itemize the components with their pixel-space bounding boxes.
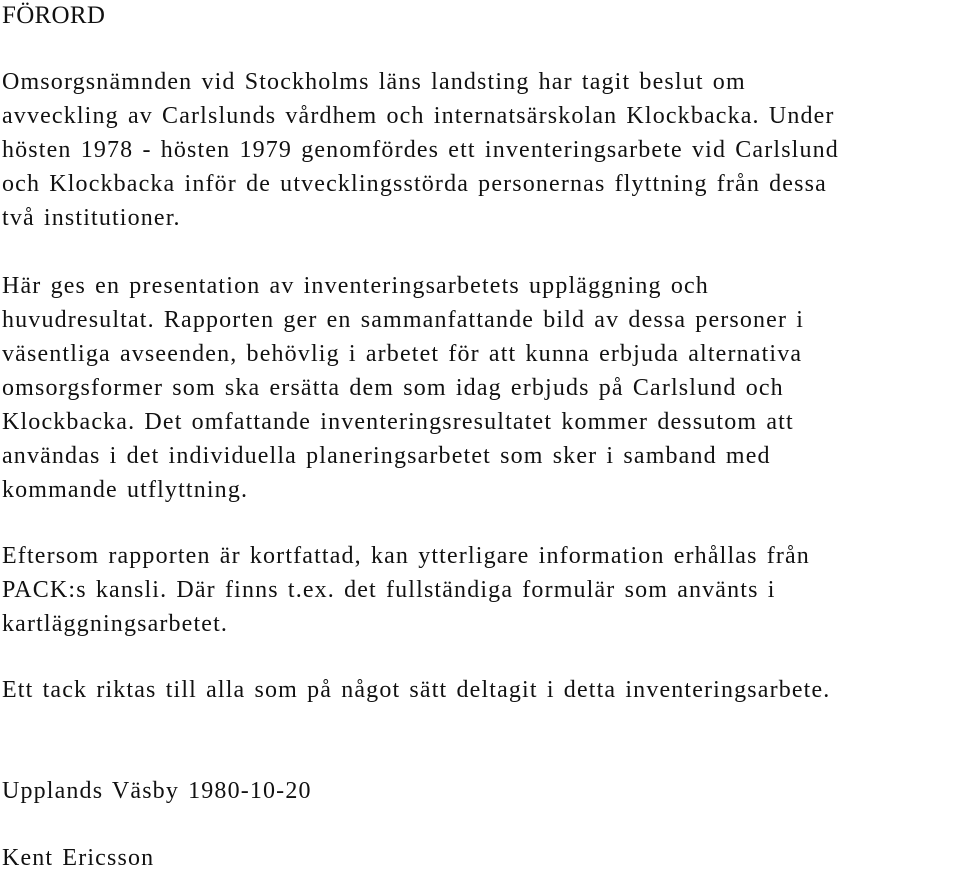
paragraph-line: kartläggningsarbetet. [2,611,229,637]
paragraph-line: Omsorgsnämnden vid Stockholms läns landsting har tagit beslut om [2,69,746,95]
paragraph-line: väsentliga avseenden, behövlig i arbetet för att kunna erbjuda alternativa [2,341,803,367]
paragraph-2 [2,269,957,507]
paragraph-line: huvudresultat. Rapporten ger en sammanfattande bild av dessa personer i [2,307,805,333]
paragraph-line: Eftersom rapporten är kortfattad, kan ytterligare information erhållas från [2,543,810,569]
paragraph-line: Ett tack riktas till alla som på något sätt deltagit i detta inventeringsarbete. [2,677,831,703]
paragraph-line: kommande utflyttning. [2,477,249,503]
place-and-date: Upplands Väsby 1980-10-20 [2,778,312,804]
paragraph-line: Här ges en presentation av inventeringsarbetets uppläggning och [2,273,709,299]
paragraph-line: två institutioner. [2,205,181,231]
paragraph-1 [2,65,957,235]
paragraph-4 [2,673,957,707]
signature-name: Kent Ericsson [2,845,155,871]
paragraph-line: PACK:s kansli. Där finns t.ex. det fullständiga formulär som använts i [2,577,776,603]
paragraph-line: och Klockbacka inför de utvecklingsstörda personernas flyttning från dessa [2,171,827,197]
paragraph-line: hösten 1978 - hösten 1979 genomfördes ett inventeringsarbete vid Carlslund [2,137,839,163]
paragraph-line: omsorgsformer som ska ersätta dem som idag erbjuds på Carlslund och [2,375,784,401]
paragraph-line: användas i det individuella planeringsarbetet som sker i samband med [2,443,771,469]
paragraph-line: avveckling av Carlslunds vårdhem och internatsärskolan Klockbacka. Under [2,103,835,129]
paragraph-line: Klockbacka. Det omfattande inventeringsresultatet kommer dessutom att [2,409,794,435]
paragraph-3 [2,539,957,641]
document-title: FÖRORD [2,2,106,29]
